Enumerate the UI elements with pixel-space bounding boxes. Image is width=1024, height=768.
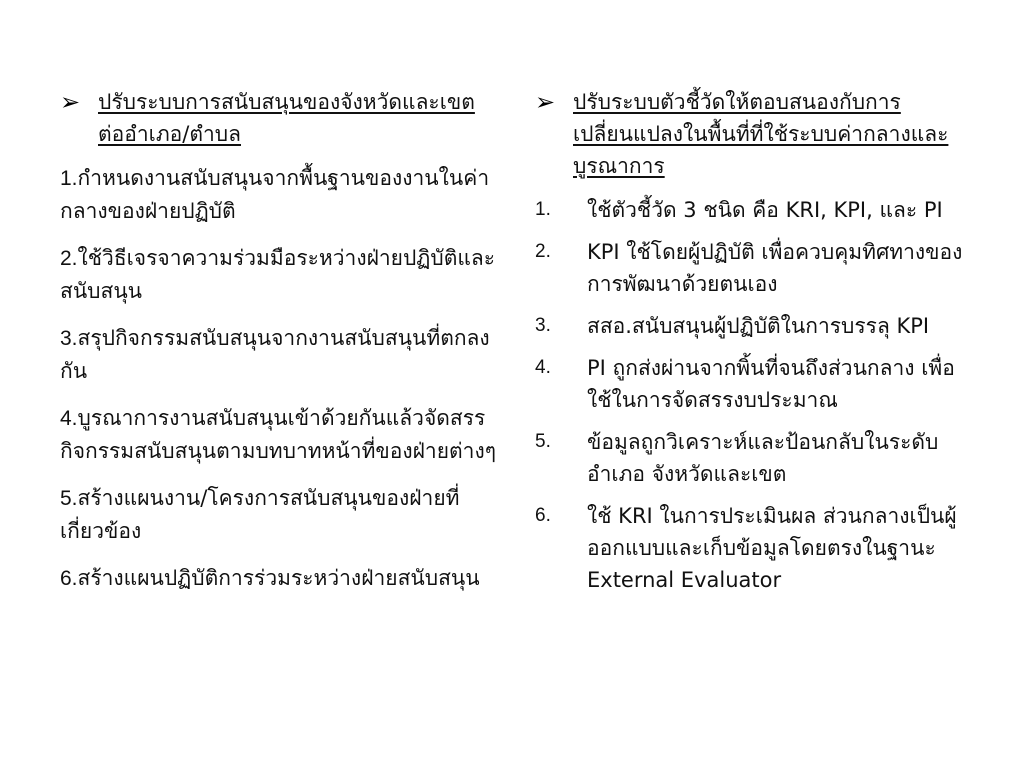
item-text: กำหนดงานสนับสนุนจากพื้นฐานของงานในค่ากลางของฝ่ายปฏิบัติ bbox=[60, 166, 490, 223]
arrow-bullet-icon: ➢ bbox=[535, 88, 556, 116]
right-item-6 bbox=[535, 500, 965, 596]
right-item-2 bbox=[535, 236, 965, 300]
item-text: KPI ใช้โดยผู้ปฏิบัติ เพื่อควบคุมทิศทางของการพัฒนาด้วยตนเอง bbox=[587, 240, 963, 296]
left-column bbox=[60, 86, 500, 609]
item-text: สสอ.สนับสนุนผู้ปฏิบัติในการบรรลุ KPI bbox=[587, 314, 930, 338]
item-number: 5. bbox=[535, 431, 551, 452]
left-item-1 bbox=[60, 162, 500, 228]
item-text: บูรณาการงานสนับสนุนเข้าด้วยกันแล้วจัดสรรกิจกรรมสนับสนุนตามบทบาทหน้าที่ของฝ่ายต่างๆ bbox=[60, 406, 496, 463]
item-text: PI ถูกส่งผ่านจากพิ้นที่จนถึงส่วนกลาง เพื่อใช้ในการจัดสรรงบประมาณ bbox=[587, 356, 955, 412]
item-number: 2. bbox=[60, 247, 78, 270]
item-number: 1. bbox=[535, 199, 551, 220]
item-text: สร้างแผนงาน/โครงการสนับสนุนของฝ่ายที่เกี่ยวข้อง bbox=[60, 486, 460, 543]
left-heading-text: ปรับระบบการสนับสนุนของจังหวัดและเขตต่ออำเภอ/ตำบล bbox=[98, 90, 475, 146]
right-item-1 bbox=[535, 194, 965, 226]
item-text: ใช้วิธีเจรจาความร่วมมือระหว่างฝ่ายปฏิบัติและสนับสนุน bbox=[60, 246, 496, 303]
left-item-2 bbox=[60, 242, 500, 308]
item-number: 6. bbox=[535, 505, 551, 526]
right-heading-text: ปรับระบบตัวชี้วัดให้ตอบสนองกับการเปลี่ยนแปลงในพื้นที่ที่ใช้ระบบค่ากลางและบูรณาการ bbox=[573, 90, 949, 178]
right-item-3 bbox=[535, 310, 965, 342]
item-number: 3. bbox=[535, 315, 551, 336]
item-number: 5. bbox=[60, 487, 78, 510]
item-number: 3. bbox=[60, 327, 78, 350]
left-heading bbox=[60, 86, 500, 150]
item-text: ข้อมูลถูกวิเคราะห์และป้อนกลับในระดับอำเภอ จังหวัดและเขต bbox=[587, 430, 939, 486]
item-number: 2. bbox=[535, 241, 551, 262]
item-text: สรุปกิจกรรมสนับสนุนจากงานสนับสนุนที่ตกลงกัน bbox=[60, 326, 490, 383]
right-list bbox=[535, 194, 965, 596]
left-item-4 bbox=[60, 402, 500, 468]
item-number: 1. bbox=[60, 167, 78, 190]
right-heading bbox=[535, 86, 965, 182]
item-text: ใช้ตัวชี้วัด 3 ชนิด คือ KRI, KPI, และ PI bbox=[587, 198, 943, 222]
right-column bbox=[535, 86, 965, 606]
item-number: 6. bbox=[60, 567, 78, 590]
right-item-5 bbox=[535, 426, 965, 490]
left-item-6 bbox=[60, 562, 500, 595]
item-text: สร้างแผนปฏิบัติการร่วมระหว่างฝ่ายสนับสนุน bbox=[77, 566, 480, 590]
item-text: ใช้ KRI ในการประเมินผล ส่วนกลางเป็นผู้ออกแบบและเก็บข้อมูลโดยตรงในฐานะ External Evaluator bbox=[587, 504, 957, 592]
item-number: 4. bbox=[60, 407, 78, 430]
arrow-bullet-icon: ➢ bbox=[60, 88, 81, 116]
right-item-4 bbox=[535, 352, 965, 416]
item-number: 4. bbox=[535, 357, 551, 378]
left-item-3 bbox=[60, 322, 500, 388]
left-item-5 bbox=[60, 482, 500, 548]
